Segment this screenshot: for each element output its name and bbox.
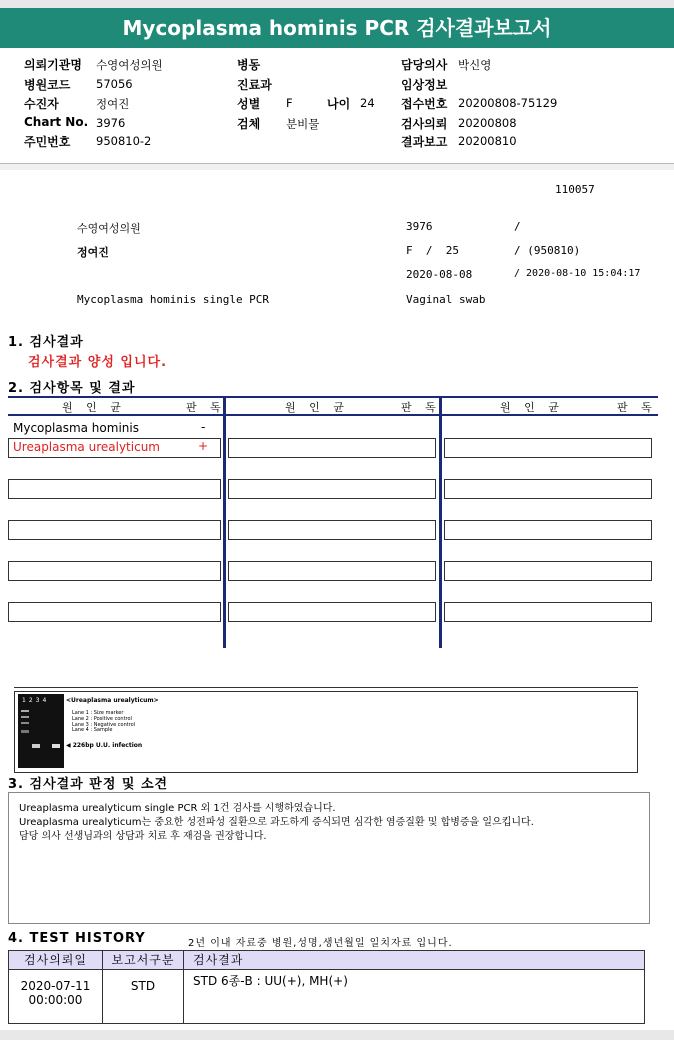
value-requesting-institution: 수영여성의원: [96, 58, 163, 72]
value-result-report: 20200810: [458, 134, 517, 148]
gel-title: <Ureaplasma urealyticum>: [66, 697, 159, 704]
opinion-box: [8, 792, 650, 924]
gel-sample-band: [52, 744, 60, 748]
gel-lane-4: 4: [42, 697, 50, 704]
value-age: 24: [360, 96, 375, 110]
label-hospital-code: 병원코드: [24, 78, 71, 92]
empty-cell: [444, 602, 652, 622]
gel-lane-1: 1: [22, 697, 29, 704]
gel-marker-band: [21, 710, 29, 712]
summary-chart: 3976: [406, 220, 433, 233]
table-col-divider-2: [439, 396, 442, 648]
history-row1-result: STD 6종-B : UU(+), MH(+): [193, 974, 348, 988]
empty-cell: [8, 561, 221, 581]
label-ward: 병동: [237, 58, 261, 72]
opinion-line-3: 담당 의사 선생님과의 상담과 치료 후 재검을 권장합니다.: [19, 831, 267, 842]
summary-specimen: Vaginal swab: [406, 293, 486, 306]
section2-title: 2. 검사항목 및 결과: [8, 381, 136, 396]
report-code: 110057: [555, 183, 595, 196]
gel-positive-band: [32, 744, 40, 748]
row2-pathogen: Ureaplasma urealyticum: [13, 440, 160, 454]
history-row1-type: STD: [130, 979, 156, 993]
value-hospital-code: 57056: [96, 77, 133, 91]
label-resident-number: 주민번호: [24, 135, 71, 149]
gel-legend-3: Lane 3 : Negative control: [72, 722, 136, 728]
gel-marker-band: [21, 722, 29, 724]
gel-electrophoresis-image: [18, 694, 64, 768]
history-col-request-date: 검사의뢰일: [24, 953, 87, 967]
col-header-pathogen-1: 원 인 균: [62, 401, 126, 414]
label-requesting-institution: 의뢰기관명: [24, 58, 82, 72]
empty-cell: [444, 479, 652, 499]
section4-note: 2년 이내 자료중 병원,성명,생년월일 일치자료 입니다.: [188, 938, 453, 949]
label-sex: 성별: [237, 97, 261, 111]
gel-band-label: ◀ 226bp U.U. infection: [66, 742, 143, 749]
empty-cell: [228, 479, 436, 499]
gel-marker-band: [21, 730, 29, 733]
summary-slash: /: [514, 220, 521, 233]
col-header-judgement-3: 판 독: [617, 401, 657, 414]
row2-cell-col2: [228, 438, 436, 458]
label-result-report: 결과보고: [401, 135, 448, 149]
gel-top-rule: [14, 687, 638, 688]
empty-cell: [8, 479, 221, 499]
report-title: Mycoplasma hominis PCR 검사결과보고서: [0, 8, 674, 48]
value-patient: 정여진: [96, 97, 130, 111]
value-physician: 박신영: [458, 58, 492, 72]
table-top-border: [8, 396, 658, 398]
empty-cell: [8, 602, 221, 622]
col-header-pathogen-3: 원 인 균: [500, 401, 564, 414]
gel-lane-3: 3: [35, 697, 43, 704]
empty-cell: [228, 520, 436, 540]
value-sex: F: [286, 96, 293, 110]
summary-birth: / (950810): [514, 244, 581, 257]
label-clinical-info: 임상정보: [401, 78, 448, 92]
col-header-pathogen-2: 원 인 균: [285, 401, 349, 414]
bottom-margin: [0, 1030, 674, 1040]
section1-result: 검사결과 양성 입니다.: [28, 355, 168, 370]
empty-cell: [228, 561, 436, 581]
top-margin: [0, 0, 674, 8]
history-divider-2: [183, 951, 184, 1023]
gel-lane-2: 2: [28, 697, 36, 704]
row1-judgement: -: [201, 420, 206, 434]
header-shade: [0, 164, 674, 170]
history-col-result: 검사결과: [193, 953, 244, 967]
summary-request-date: 2020-08-08: [406, 268, 473, 281]
gel-legend-2: Lane 2 : Positive control: [72, 716, 132, 722]
col-header-judgement-1: 판 독: [186, 401, 226, 414]
history-row1-time: 00:00:00: [28, 993, 83, 1007]
label-physician: 담당의사: [401, 58, 448, 72]
summary-patient: 정여진: [77, 246, 109, 259]
gel-legend-4: Lane 4 : Sample: [72, 727, 113, 733]
opinion-line-2: Ureaplasma urealyticum는 중요한 성전파성 질환으로 과도하게 증식되면 심각한 염증질환 및 합병증을 일으킵니다.: [19, 817, 534, 828]
label-specimen: 검체: [237, 117, 261, 131]
opinion-line-1: Ureaplasma urealyticum single PCR 외 1건 검사를 시행하였습니다.: [19, 803, 336, 814]
label-patient: 수진자: [24, 97, 59, 111]
gel-legend-1: Lane 1 : Size marker: [72, 710, 124, 716]
value-chart-no: 3976: [96, 116, 126, 130]
value-test-request: 20200808: [458, 116, 517, 130]
section3-title: 3. 검사결과 판정 및 소견: [8, 777, 169, 792]
summary-report-datetime: / 2020-08-10 15:04:17: [514, 268, 641, 279]
summary-test-name: Mycoplasma hominis single PCR: [77, 293, 270, 306]
row1-pathogen: Mycoplasma hominis: [13, 421, 139, 435]
table-col-divider-1: [223, 396, 226, 648]
gel-lane-numbers: [22, 697, 49, 704]
col-header-judgement-2: 판 독: [401, 401, 441, 414]
empty-cell: [444, 520, 652, 540]
history-row1-date: 2020-07-11: [20, 979, 91, 993]
label-test-request: 검사의뢰: [401, 117, 448, 131]
summary-hospital: 수영여성의원: [77, 222, 141, 235]
value-accession-number: 20200808-75129: [458, 96, 558, 110]
section1-title: 1. 검사결과: [8, 335, 84, 350]
label-chart-no: Chart No.: [24, 115, 89, 129]
empty-cell: [8, 520, 221, 540]
label-department: 진료과: [237, 78, 272, 92]
row2-cell-col1: [8, 438, 221, 458]
row2-judgement: +: [197, 439, 208, 453]
value-specimen: 분비물: [286, 117, 320, 131]
summary-sex-age: F / 25: [406, 244, 459, 257]
empty-cell: [228, 602, 436, 622]
header-info: [0, 50, 674, 162]
gel-marker-band: [21, 716, 29, 718]
history-table: [8, 950, 645, 1024]
history-col-report-type: 보고서구분: [111, 953, 175, 967]
row2-cell-col3: [444, 438, 652, 458]
label-age: 나이: [327, 97, 351, 111]
label-accession-number: 접수번호: [401, 97, 448, 111]
value-resident-number: 950810-2: [96, 134, 152, 148]
empty-cell: [444, 561, 652, 581]
section4-title: 4. TEST HISTORY: [8, 931, 146, 946]
